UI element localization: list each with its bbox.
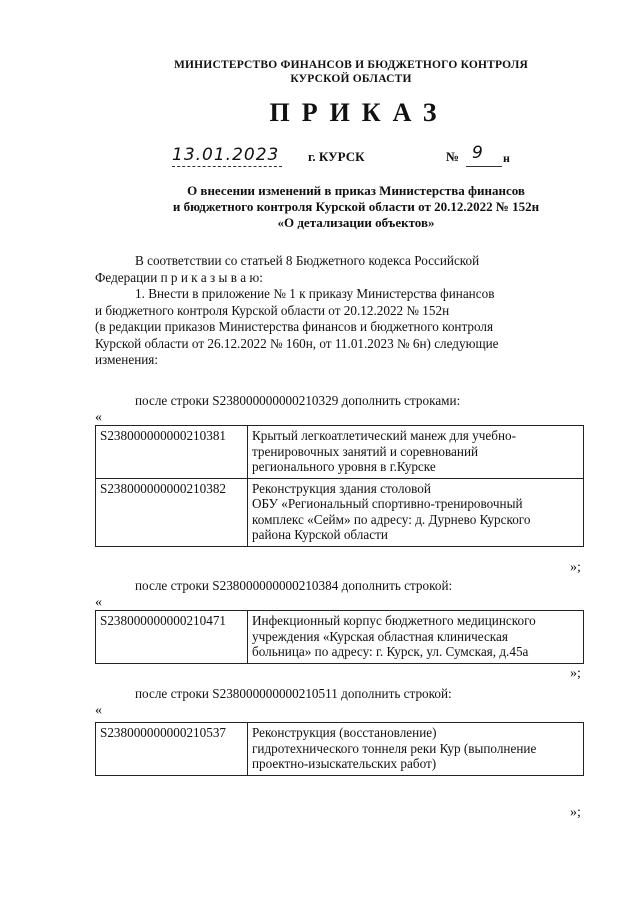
ministry-line-1: МИНИСТЕРСТВО ФИНАНСОВ И БЮДЖЕТНОГО КОНТРОЛЯ	[173, 59, 529, 71]
section-1-open-quote: «	[95, 410, 102, 425]
ministry-name	[0, 58, 640, 86]
ministry-line-2: КУРСКОЙ ОБЛАСТИ	[290, 73, 412, 85]
desc-line: Крытый легкоатлетический манеж для учебно-	[252, 428, 517, 443]
desc-line: гидротехнического тоннеля реки Кур (выполнение	[252, 740, 537, 756]
item1-line-4: Курской области от 26.12.2022 № 160н, от 11.01.2023 № 6н) следующие	[95, 335, 499, 351]
title-line-1: О внесении изменений в приказ Министерства финансов	[187, 183, 525, 198]
desc-line: тренировочных занятий и соревнований	[252, 443, 479, 459]
document-type: ПРИКАЗ	[269, 98, 449, 127]
number-underline	[466, 166, 502, 167]
intro-line-1: В соответствии со статьей 8 Бюджетного кодекса Российской	[135, 253, 480, 268]
row-description	[248, 723, 584, 776]
document-city: г. КУРСК	[308, 149, 365, 164]
section-2-table	[95, 610, 584, 664]
section-3-heading: после строки S238000000000210511 дополнить строкой:	[135, 686, 452, 701]
section-2-close-quote: »;	[570, 666, 581, 681]
section-3-table	[95, 722, 584, 776]
intro-line-2: Федерации п р и к а з ы в а ю:	[95, 269, 263, 285]
desc-line: ОБУ «Региональный спортивно-тренировочный	[252, 496, 523, 511]
document-title	[0, 183, 640, 231]
section-2-open-quote: «	[95, 595, 102, 610]
date-underline	[172, 166, 282, 167]
section-3-open-quote: «	[95, 703, 102, 718]
item1-line-1: 1. Внести в приложение № 1 к приказу Министерства финансов	[135, 286, 495, 301]
document-date: 13.01.2023	[172, 145, 280, 165]
section-1-close-quote: »;	[570, 560, 581, 575]
row-description	[248, 611, 584, 664]
table-row	[96, 478, 584, 546]
desc-line: учреждения «Курская областная клиническая	[252, 628, 508, 644]
document-number: 9	[472, 143, 484, 163]
row-code: S238000000000210537	[96, 723, 248, 776]
title-line-2: и бюджетного контроля Курской области от 20.12.2022 № 152н	[172, 199, 540, 214]
number-sign: №	[446, 149, 460, 164]
intro-paragraph	[95, 253, 585, 369]
desc-line: комплекс «Сейм» по адресу: д. Дурнево Курского	[252, 511, 531, 527]
desc-line: Реконструкция (восстановление)	[252, 725, 437, 740]
desc-line: регионального уровня в г.Курске	[252, 459, 436, 474]
row-description	[248, 426, 584, 479]
section-1-table	[95, 425, 584, 547]
section-2-heading: после строки S238000000000210384 дополнить строкой:	[135, 578, 453, 593]
item1-line-5: изменения:	[95, 352, 159, 367]
desc-line: проектно-изыскательских работ)	[252, 756, 437, 771]
row-description	[248, 478, 584, 546]
desc-line: Реконструкция здания столовой	[252, 480, 431, 496]
row-code: S238000000000210471	[96, 611, 248, 664]
desc-line: больница» по адресу: г. Курск, ул. Сумская, д.45а	[252, 644, 529, 659]
section-3-close-quote: »;	[570, 805, 581, 820]
desc-line: Инфекционный корпус бюджетного медицинского	[252, 613, 536, 628]
table-row	[96, 426, 584, 479]
row-code: S238000000000210382	[96, 478, 248, 546]
number-suffix: н	[503, 151, 510, 165]
desc-line: района Курской области	[252, 527, 388, 542]
section-1-heading: после строки S238000000000210329 дополнить строками:	[135, 393, 461, 408]
row-code: S238000000000210381	[96, 426, 248, 479]
title-line-3: «О детализации объектов»	[277, 215, 435, 230]
table-row	[96, 611, 584, 664]
table-row	[96, 723, 584, 776]
item1-line-3: (в редакции приказов Министерства финансов и бюджетного контроля	[95, 319, 494, 334]
item1-line-2: и бюджетного контроля Курской области от 20.12.2022 № 152н	[95, 302, 450, 318]
